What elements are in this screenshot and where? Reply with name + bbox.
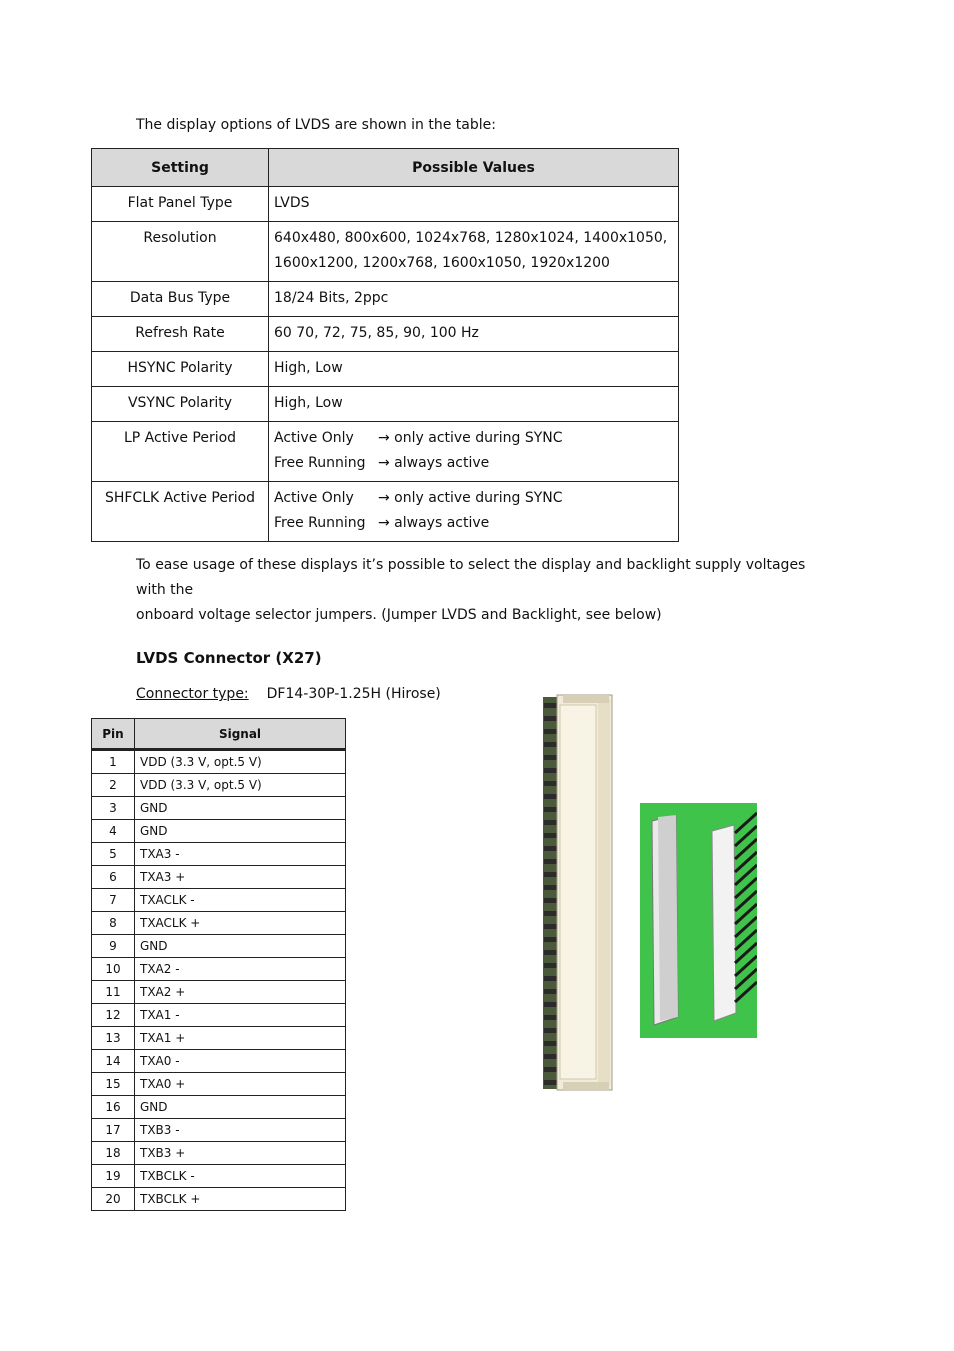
pin-number: 2 — [92, 774, 135, 797]
pin-number: 8 — [92, 912, 135, 935]
voltage-selector-note — [136, 553, 836, 628]
pin-table — [91, 718, 346, 1211]
pin-signal: GND — [135, 820, 346, 843]
pin-row — [92, 889, 346, 912]
connector-type-value: DF14-30P-1.25H (Hirose) — [266, 686, 441, 702]
settings-row — [92, 422, 679, 482]
pin-row — [92, 1073, 346, 1096]
pin-row — [92, 912, 346, 935]
pin-number: 10 — [92, 958, 135, 981]
lvds-settings-table — [91, 148, 679, 542]
pin-row — [92, 1188, 346, 1211]
pin-row — [92, 981, 346, 1004]
pin-signal: TXB3 - — [135, 1119, 346, 1142]
pin-row — [92, 750, 346, 774]
pin-contact — [544, 859, 558, 864]
option-mode: Active Only — [274, 430, 354, 446]
option-mode: Free Running — [274, 515, 366, 531]
setting-values — [269, 282, 679, 317]
intro-text: The display options of LVDS are shown in the table: — [136, 117, 496, 133]
pin-row — [92, 1027, 346, 1050]
pin-signal: TXA2 - — [135, 958, 346, 981]
connector-photo — [543, 693, 614, 1092]
pin-number: 12 — [92, 1004, 135, 1027]
value-option — [274, 451, 673, 476]
note-line: To ease usage of these displays it’s possible to select the display and backlight supply voltages with the — [136, 557, 806, 598]
pin-contact — [544, 976, 558, 981]
pin-number: 9 — [92, 935, 135, 958]
pin-header-pin: Pin — [92, 719, 135, 750]
pin-signal: GND — [135, 935, 346, 958]
pin-contact — [544, 1054, 558, 1059]
pin-signal: VDD (3.3 V, opt.5 V) — [135, 750, 346, 774]
settings-row — [92, 222, 679, 282]
pin-contact — [544, 781, 558, 786]
setting-values — [269, 422, 679, 482]
pin-contact — [544, 729, 558, 734]
pin-contact — [544, 963, 558, 968]
setting-name: SHFCLK Active Period — [92, 482, 269, 542]
pin-number: 3 — [92, 797, 135, 820]
pin-contact — [544, 1067, 558, 1072]
setting-name: Refresh Rate — [92, 317, 269, 352]
pin-signal: TXACLK + — [135, 912, 346, 935]
connector-type-label: Connector type: — [136, 686, 249, 702]
pin-row — [92, 820, 346, 843]
value-line: High, Low — [274, 395, 343, 411]
pin-contact — [544, 755, 558, 760]
pin-signal: GND — [135, 797, 346, 820]
pin-row — [92, 774, 346, 797]
settings-row — [92, 317, 679, 352]
pin-contact — [544, 820, 558, 825]
option-description: → always active — [378, 515, 490, 531]
pin-signal: TXB3 + — [135, 1142, 346, 1165]
pin-contact — [544, 1080, 558, 1085]
setting-name: LP Active Period — [92, 422, 269, 482]
value-option — [274, 486, 673, 511]
pin-number: 18 — [92, 1142, 135, 1165]
pin-number: 7 — [92, 889, 135, 912]
option-description: → only active during SYNC — [378, 490, 563, 506]
pin-row — [92, 843, 346, 866]
pin-signal: TXBCLK + — [135, 1188, 346, 1211]
pin-contact — [544, 911, 558, 916]
option-mode: Active Only — [274, 490, 354, 506]
settings-row — [92, 387, 679, 422]
pin-contact — [544, 898, 558, 903]
value-line: 18/24 Bits, 2ppc — [274, 290, 389, 306]
pin-number: 4 — [92, 820, 135, 843]
pin-row — [92, 1119, 346, 1142]
pin-header-signal: Signal — [135, 719, 346, 750]
pin-contact — [544, 950, 558, 955]
pin-signal: TXA3 + — [135, 866, 346, 889]
value-line: High, Low — [274, 360, 343, 376]
pin-row — [92, 1050, 346, 1073]
setting-name: Resolution — [92, 222, 269, 282]
value-line: LVDS — [274, 195, 310, 211]
pin-signal: TXA1 - — [135, 1004, 346, 1027]
pin-row — [92, 1142, 346, 1165]
setting-values — [269, 317, 679, 352]
setting-name: Data Bus Type — [92, 282, 269, 317]
settings-row — [92, 282, 679, 317]
pin-contact — [544, 703, 558, 708]
connector-type — [136, 686, 441, 702]
pin-contact — [544, 1041, 558, 1046]
pin-row — [92, 958, 346, 981]
setting-values — [269, 387, 679, 422]
pin-signal: TXA1 + — [135, 1027, 346, 1050]
pin-row — [92, 866, 346, 889]
section-heading: LVDS Connector (X27) — [136, 649, 322, 667]
setting-name: Flat Panel Type — [92, 187, 269, 222]
pin-row — [92, 1096, 346, 1119]
pin-signal: TXA0 - — [135, 1050, 346, 1073]
pin-row — [92, 935, 346, 958]
pin-number: 1 — [92, 750, 135, 774]
pin-number: 14 — [92, 1050, 135, 1073]
setting-values — [269, 222, 679, 282]
option-mode: Free Running — [274, 455, 366, 471]
pin-contact — [544, 846, 558, 851]
pin-signal: TXA2 + — [135, 981, 346, 1004]
settings-row — [92, 352, 679, 387]
pin-number: 6 — [92, 866, 135, 889]
pin-number: 15 — [92, 1073, 135, 1096]
pin-header-row — [92, 719, 346, 750]
pin-signal: TXBCLK - — [135, 1165, 346, 1188]
setting-values — [269, 187, 679, 222]
pin-signal: VDD (3.3 V, opt.5 V) — [135, 774, 346, 797]
settings-row — [92, 482, 679, 542]
pin-number: 17 — [92, 1119, 135, 1142]
value-line: 1600x1200, 1200x768, 1600x1050, 1920x1200 — [274, 255, 610, 271]
settings-header-values: Possible Values — [269, 149, 679, 187]
setting-name: VSYNC Polarity — [92, 387, 269, 422]
pin-contact — [544, 885, 558, 890]
option-description: → always active — [378, 455, 490, 471]
pin-contact — [544, 1002, 558, 1007]
pin-row — [92, 797, 346, 820]
pin-signal: TXA0 + — [135, 1073, 346, 1096]
setting-name: HSYNC Polarity — [92, 352, 269, 387]
pin-contact — [544, 1028, 558, 1033]
pin-signal: GND — [135, 1096, 346, 1119]
connector-plug-photo — [640, 803, 757, 1038]
pin-signal: TXACLK - — [135, 889, 346, 912]
pin-number: 20 — [92, 1188, 135, 1211]
pin-contact — [544, 768, 558, 773]
pin-number: 19 — [92, 1165, 135, 1188]
pin-contact — [544, 807, 558, 812]
pin-number: 5 — [92, 843, 135, 866]
pin-contact — [544, 1015, 558, 1020]
pin-contact — [544, 794, 558, 799]
setting-values — [269, 482, 679, 542]
pin-contact — [544, 742, 558, 747]
value-line: 60 70, 72, 75, 85, 90, 100 Hz — [274, 325, 479, 341]
pin-contact — [544, 924, 558, 929]
note-line: onboard voltage selector jumpers. (Jumper LVDS and Backlight, see below) — [136, 607, 662, 623]
pin-row — [92, 1004, 346, 1027]
value-option — [274, 426, 673, 451]
pin-number: 13 — [92, 1027, 135, 1050]
pin-number: 16 — [92, 1096, 135, 1119]
value-option — [274, 511, 673, 536]
pin-number: 11 — [92, 981, 135, 1004]
pin-row — [92, 1165, 346, 1188]
settings-row — [92, 187, 679, 222]
settings-header-row — [92, 149, 679, 187]
pin-contact — [544, 833, 558, 838]
value-line: 640x480, 800x600, 1024x768, 1280x1024, 1400x1050, — [274, 230, 668, 246]
option-description: → only active during SYNC — [378, 430, 563, 446]
pin-signal: TXA3 - — [135, 843, 346, 866]
pin-contact — [544, 716, 558, 721]
settings-header-setting: Setting — [92, 149, 269, 187]
pin-contact — [544, 937, 558, 942]
pin-contact — [544, 872, 558, 877]
pin-contact — [544, 989, 558, 994]
setting-values — [269, 352, 679, 387]
